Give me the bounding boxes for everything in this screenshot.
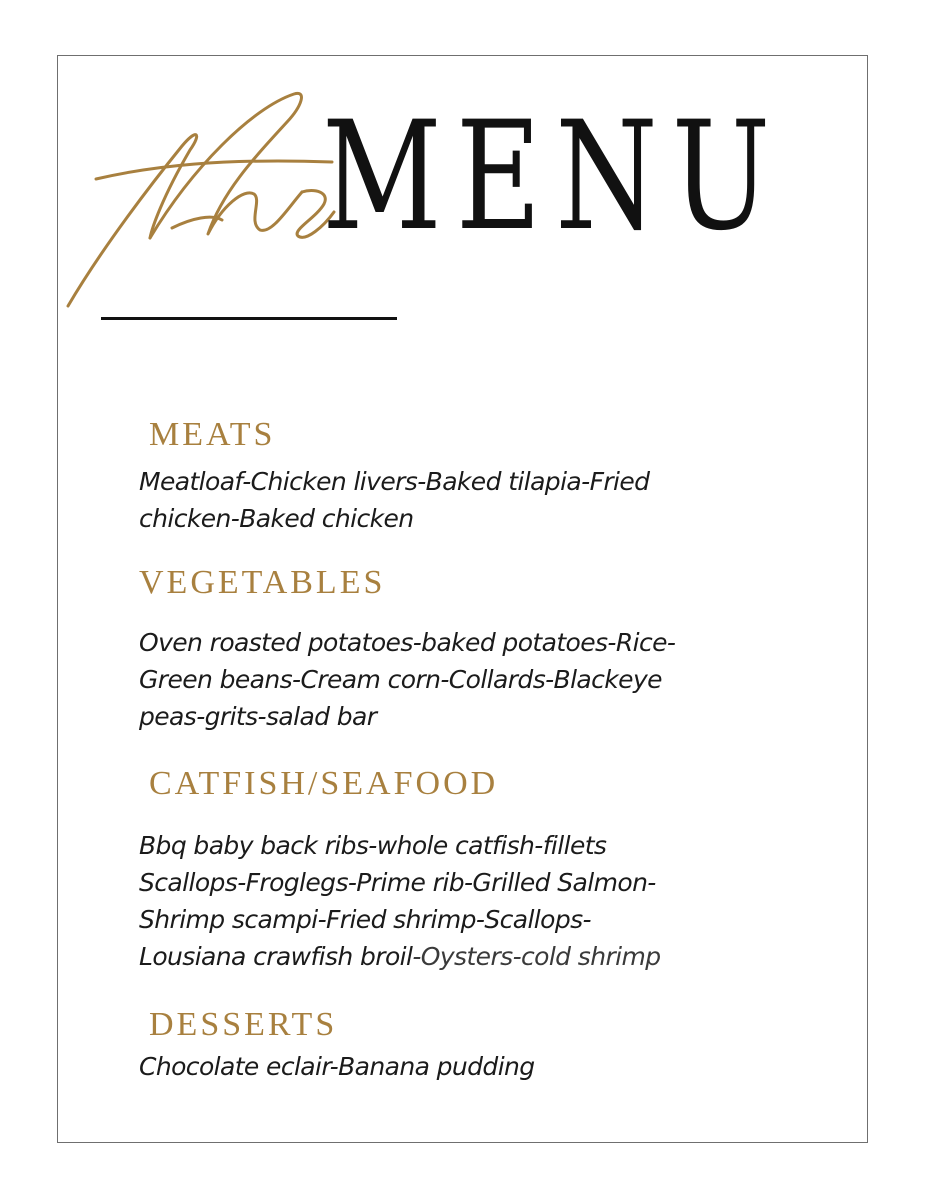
menu-line: Oven roasted potatoes-baked potatoes-Rice- — [139, 628, 676, 657]
section-heading-meats: MEATS — [149, 416, 276, 453]
menu-line: Green beans-Cream corn-Collards-Blackeye — [139, 665, 662, 694]
script-the-lettering — [62, 88, 342, 318]
menu-line: peas-grits-salad bar — [139, 702, 377, 731]
menu-title: MENU — [322, 90, 785, 264]
menu-line: Scallops-Froglegs-Prime rib-Grilled Salmon- — [139, 868, 656, 897]
section-items-vegetables — [139, 624, 759, 735]
section-items-desserts — [139, 1048, 759, 1085]
menu-line — [139, 938, 759, 975]
menu-line: Shrimp scampi-Fried shrimp-Scallops- — [139, 905, 591, 934]
section-items-meats — [139, 463, 759, 537]
section-items-catfish-seafood — [139, 827, 759, 975]
menu-line-text: Lousiana crawfish broil — [139, 942, 413, 971]
title-divider — [101, 317, 397, 320]
menu-line: Bbq baby back ribs-whole catfish-fillets — [139, 831, 607, 860]
menu-line-light-text: -Oysters-cold shrimp — [412, 942, 661, 971]
section-heading-desserts: DESSERTS — [149, 1006, 338, 1043]
menu-line: chicken-Baked chicken — [139, 504, 414, 533]
menu-line: Meatloaf-Chicken livers-Baked tilapia-Fried — [139, 467, 650, 496]
menu-line: Chocolate eclair-Banana pudding — [139, 1052, 535, 1081]
section-heading-vegetables: VEGETABLES — [139, 564, 386, 601]
section-heading-catfish-seafood: CATFISH/SEAFOOD — [149, 765, 499, 802]
